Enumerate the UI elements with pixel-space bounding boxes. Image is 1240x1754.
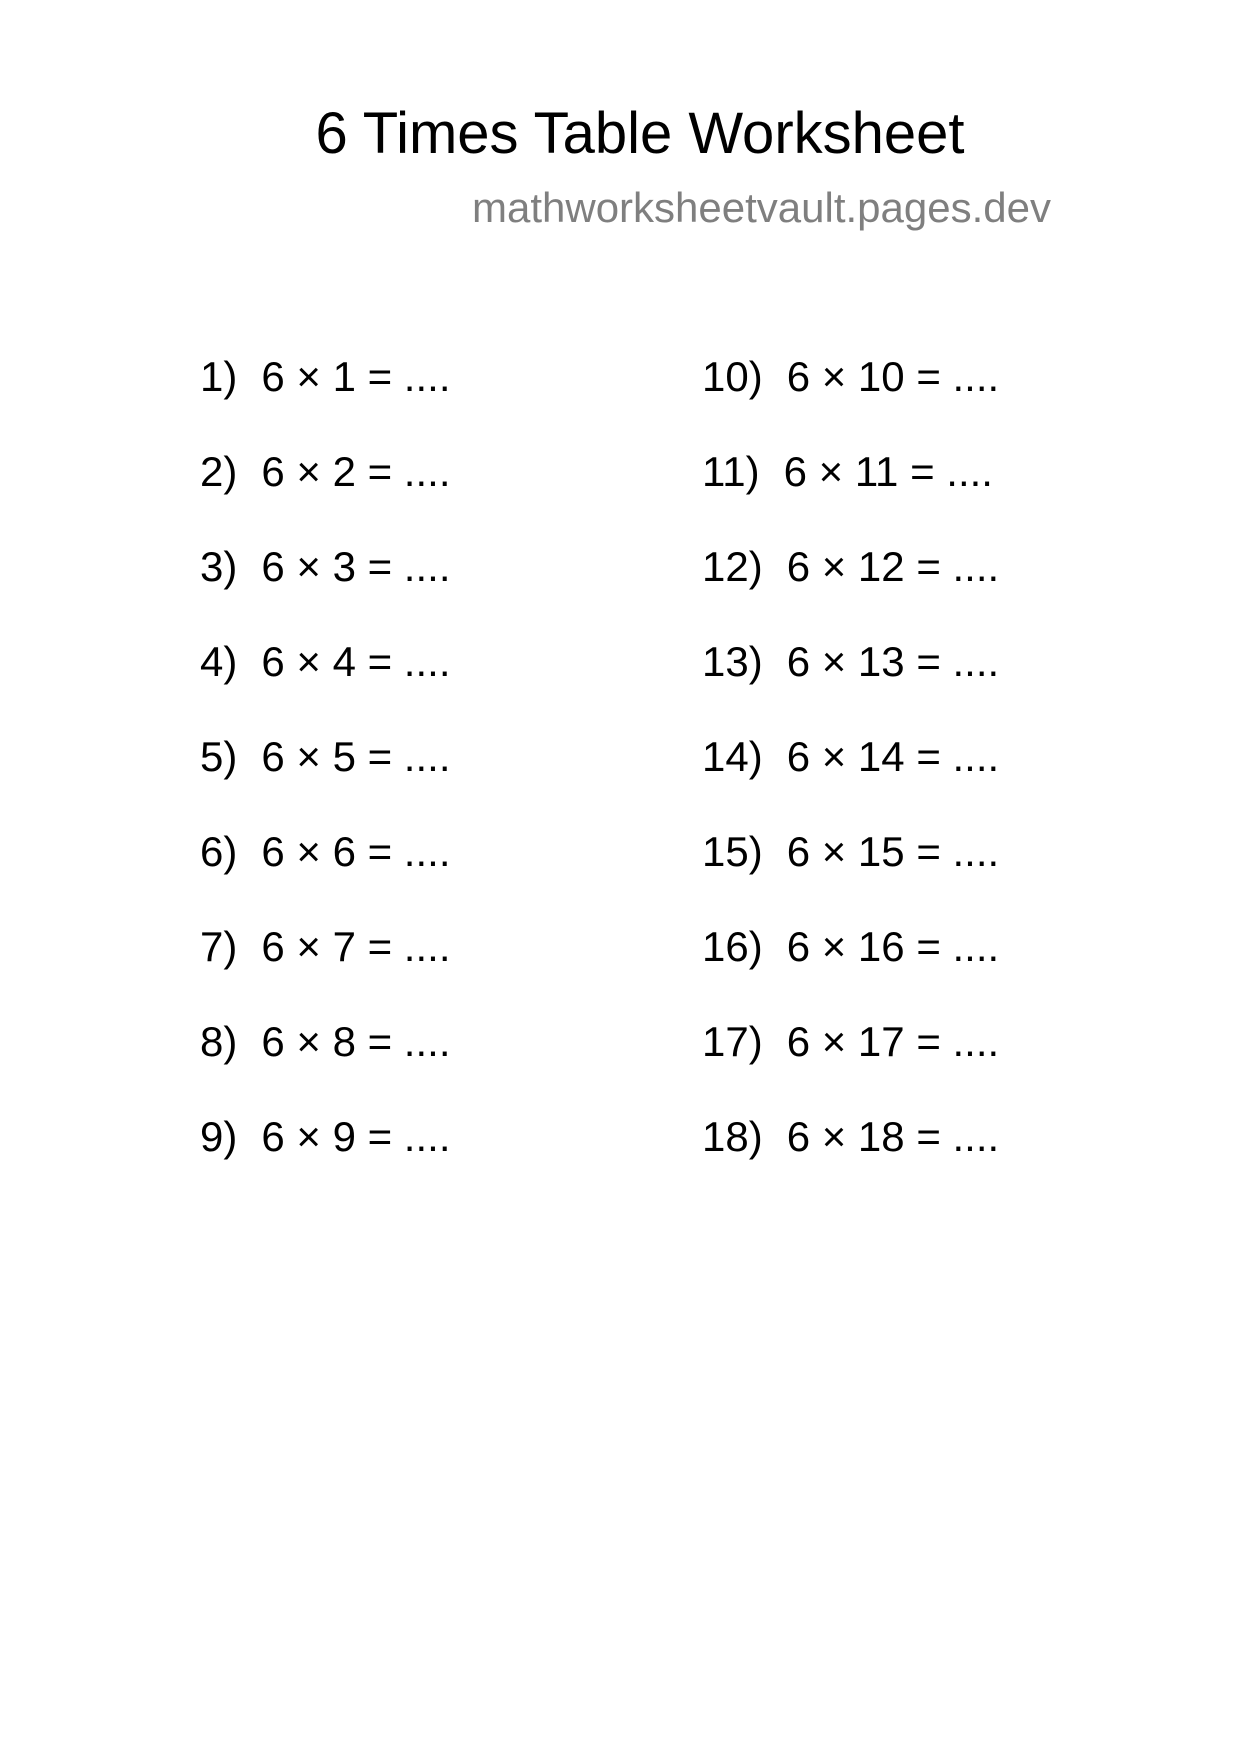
problem-number: 17): [702, 1018, 763, 1065]
problem-expression: 6 × 13 = ....: [786, 638, 1000, 685]
problem-item: [200, 541, 450, 636]
problem-column-right: [702, 351, 999, 1206]
problem-item: [200, 351, 450, 446]
problem-expression: 6 × 18 = ....: [786, 1113, 1000, 1160]
problem-expression: 6 × 6 = ....: [261, 828, 451, 875]
problem-item: [702, 921, 999, 1016]
problem-expression: 6 × 16 = ....: [786, 923, 1000, 970]
problem-expression: 6 × 11 = ....: [783, 448, 993, 495]
problem-number: 1): [200, 353, 238, 400]
problem-number: 12): [702, 543, 763, 590]
problem-number: 9): [200, 1113, 238, 1160]
problem-expression: 6 × 3 = ....: [261, 543, 451, 590]
problem-number: 10): [702, 353, 763, 400]
problem-item: [702, 826, 999, 921]
problem-item: [702, 541, 999, 636]
problem-item: [702, 1016, 999, 1111]
problem-item: [702, 636, 999, 731]
problem-number: 11): [702, 448, 760, 495]
problem-number: 13): [702, 638, 763, 685]
problem-expression: 6 × 1 = ....: [261, 353, 451, 400]
problem-number: 14): [702, 733, 763, 780]
problem-number: 5): [200, 733, 238, 780]
problem-expression: 6 × 17 = ....: [786, 1018, 1000, 1065]
problem-expression: 6 × 4 = ....: [261, 638, 451, 685]
problem-column-left: [200, 351, 450, 1206]
problem-number: 16): [702, 923, 763, 970]
problem-expression: 6 × 9 = ....: [261, 1113, 451, 1160]
problem-number: 2): [200, 448, 238, 495]
problem-expression: 6 × 8 = ....: [261, 1018, 451, 1065]
problem-expression: 6 × 14 = ....: [786, 733, 1000, 780]
problem-number: 15): [702, 828, 763, 875]
problem-number: 7): [200, 923, 238, 970]
problem-number: 4): [200, 638, 238, 685]
problem-expression: 6 × 7 = ....: [261, 923, 451, 970]
problem-expression: 6 × 2 = ....: [261, 448, 451, 495]
problem-number: 18): [702, 1113, 763, 1160]
problem-item: [200, 1111, 450, 1206]
problem-expression: 6 × 10 = ....: [786, 353, 1000, 400]
problem-expression: 6 × 15 = ....: [786, 828, 1000, 875]
problem-item: [200, 1016, 450, 1111]
problem-item: [200, 636, 450, 731]
problem-number: 3): [200, 543, 238, 590]
problem-number: 6): [200, 828, 238, 875]
problem-item: [200, 731, 450, 826]
problem-item: [702, 446, 999, 541]
problem-item: [702, 731, 999, 826]
problem-expression: 6 × 5 = ....: [261, 733, 451, 780]
problem-item: [702, 351, 999, 446]
problem-item: [200, 826, 450, 921]
site-credit: mathworksheetvault.pages.dev: [472, 184, 1051, 231]
page-title: 6 Times Table Worksheet: [315, 101, 965, 166]
problem-item: [702, 1111, 999, 1206]
problem-number: 8): [200, 1018, 238, 1065]
problem-expression: 6 × 12 = ....: [786, 543, 1000, 590]
problem-item: [200, 921, 450, 1016]
problem-item: [200, 446, 450, 541]
